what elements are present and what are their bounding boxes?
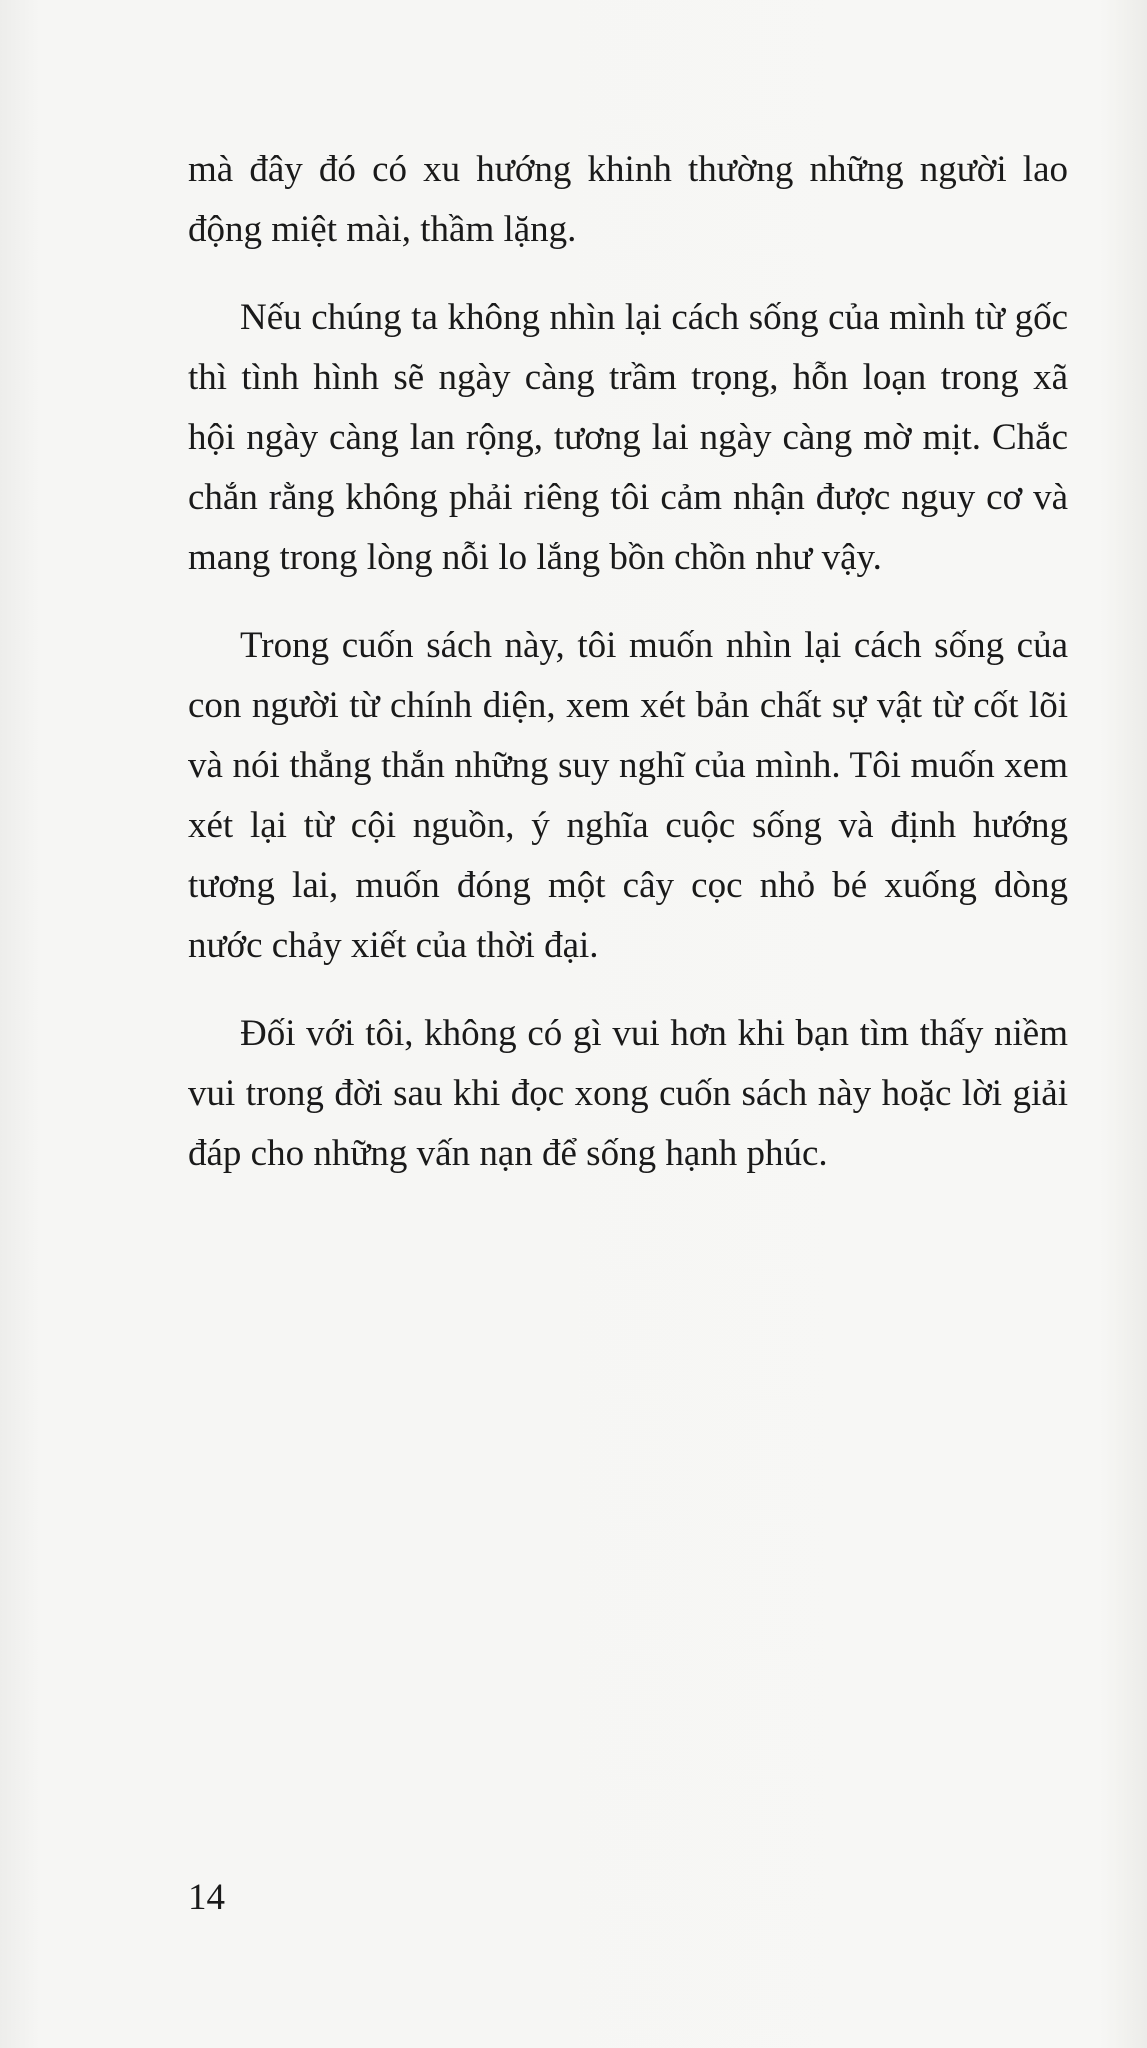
page-number: 14 [188,1877,225,1918]
paragraph-1: mà đây đó có xu hướng khinh thường những người lao động miệt mài, thầm lặng. [188,149,1068,250]
paragraph-4: Đối với tôi, không có gì vui hơn khi bạn tìm thấy niềm vui trong đời sau khi đọc xong cuốn sách này hoặc lời giải đáp cho những vấn nạn để sống hạnh phúc. [188,1013,1068,1174]
paragraph-2: Nếu chúng ta không nhìn lại cách sống của mình từ gốc thì tình hình sẽ ngày càng trầm trọng, hỗn loạn trong xã hội ngày càng lan rộng, tương lai ngày càng mờ mịt. Chắc chắn rằng không phải riêng tôi cảm nhận được nguy cơ và mang trong lòng nỗi lo lắng bồn chồn như vậy. [188,297,1068,578]
paragraph-3: Trong cuốn sách này, tôi muốn nhìn lại cách sống của con người từ chính diện, xem xét bản chất sự vật từ cốt lõi và nói thẳng thắn những suy nghĩ của mình. Tôi muốn xem xét lại từ cội nguồn, ý nghĩa cuộc sống và định hướng tương lai, muốn đóng một cây cọc nhỏ bé xuống dòng nước chảy xiết của thời đại. [188,625,1068,966]
body-text [188,140,1068,1184]
